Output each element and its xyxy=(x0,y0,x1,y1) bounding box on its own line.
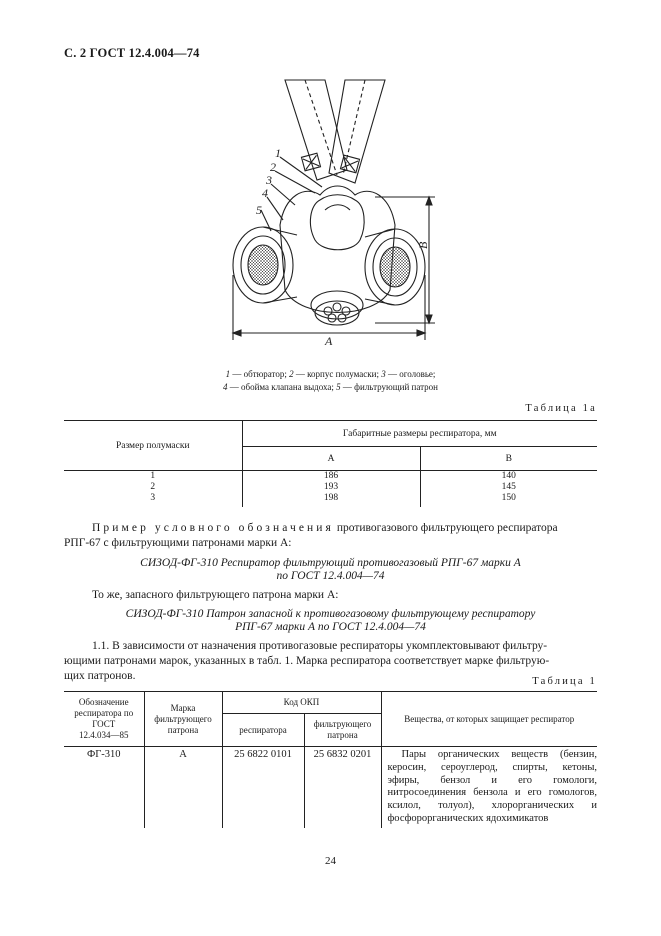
figure-legend-line2: 4 — обойма клапана выдоха; 5 — фильтрующий патрон xyxy=(223,382,438,392)
label-2: 2 xyxy=(270,160,276,174)
example-lead-line2: РПГ-67 с фильтрующими патронами марки А: xyxy=(64,537,292,549)
col-header-dims: Габаритные размеры респиратора, мм xyxy=(242,421,597,447)
table-1-caption: Таблица 1 xyxy=(532,676,597,687)
label-1: 1 xyxy=(275,146,281,160)
page-header: С. 2 ГОСТ 12.4.004—74 xyxy=(64,46,200,60)
para-1-1-line1: 1.1. В зависимости от назначения противогазовые респираторы укомплектовывают фильтру- xyxy=(92,640,548,652)
col-header-designation: Обозначение респиратора по ГОСТ 12.4.034—85 xyxy=(64,692,144,747)
respirator-drawing xyxy=(225,75,445,350)
example-lead: Пример условного обозначения противогазового фильтрующего респиратора xyxy=(92,522,558,534)
table-1 xyxy=(64,691,597,828)
designation-cartridge-l1: СИЗОД-ФГ-310 Патрон запасной к противогазовому фильтрующему респиратору xyxy=(125,608,536,620)
dimension-b-label: B xyxy=(416,241,430,249)
substances-cell: Пары органических веществ (бензин, керосин, сероуглерод, спирты, кетоны, эфиры, бензол и его гомологи, нитросоединения бензола и его гомологов, ксилол, толуол), хлорорганических и фосфорорганических ядохимикатов xyxy=(387,749,597,824)
designation-cartridge-l2: РПГ-67 марки А по ГОСТ 12.4.004—74 xyxy=(235,621,426,633)
label-3: 3 xyxy=(266,173,272,187)
col-header-okp-respirator: респиратора xyxy=(222,714,304,747)
col-header-size: Размер полумаски xyxy=(64,421,242,471)
designation-respirator-l2: по ГОСТ 12.4.004—74 xyxy=(276,570,385,582)
col-header-substances: Вещества, от которых защищает респиратор xyxy=(381,692,597,747)
dimension-a-label: A xyxy=(325,334,333,348)
para-1-1-line2: ющими патронами марок, указанных в табл. 1. Марка респиратора соответствует марке фильтрую- xyxy=(64,655,550,667)
table-row: ФГ-310 А 25 6822 0101 25 6832 0201 Пары органических веществ (бензин, керосин, сероуглерод, спирты, кетоны, эфиры, бензол и его гомологи, нитросоединения бензола и его гомологов, ксилол, толуол), хлорорганических и фосфорорганических ядохимикатов xyxy=(64,747,597,828)
label-4: 4 xyxy=(262,186,268,200)
col-header-mark: Марка фильтрующего патрона xyxy=(144,692,222,747)
spare-intro: То же, запасного фильтрующего патрона марки А: xyxy=(92,589,339,601)
col-header-okp-filter: фильтрующего патрона xyxy=(304,714,381,747)
designation-respirator-l1: СИЗОД-ФГ-310 Респиратор фильтрующий противогазовый РПГ-67 марки А xyxy=(140,557,521,569)
table-1a-caption: Таблица 1а xyxy=(525,403,597,414)
exhalation-valve xyxy=(311,291,363,319)
figure-legend-line1: 1 — обтюратор; 2 — корпус полумаски; 3 — оголовье; xyxy=(225,369,436,379)
label-5: 5 xyxy=(256,203,262,217)
table-1a: Размер полумаски Габаритные размеры респиратора, мм А В 1 186 140 2 193 145 3 198 150 xyxy=(64,420,597,507)
col-header-a: А xyxy=(242,447,420,471)
col-header-okp: Код ОКП xyxy=(222,692,381,714)
col-header-b: В xyxy=(420,447,597,471)
page-number: 24 xyxy=(325,855,336,867)
para-1-1-line3: щих патронов. xyxy=(64,670,136,682)
